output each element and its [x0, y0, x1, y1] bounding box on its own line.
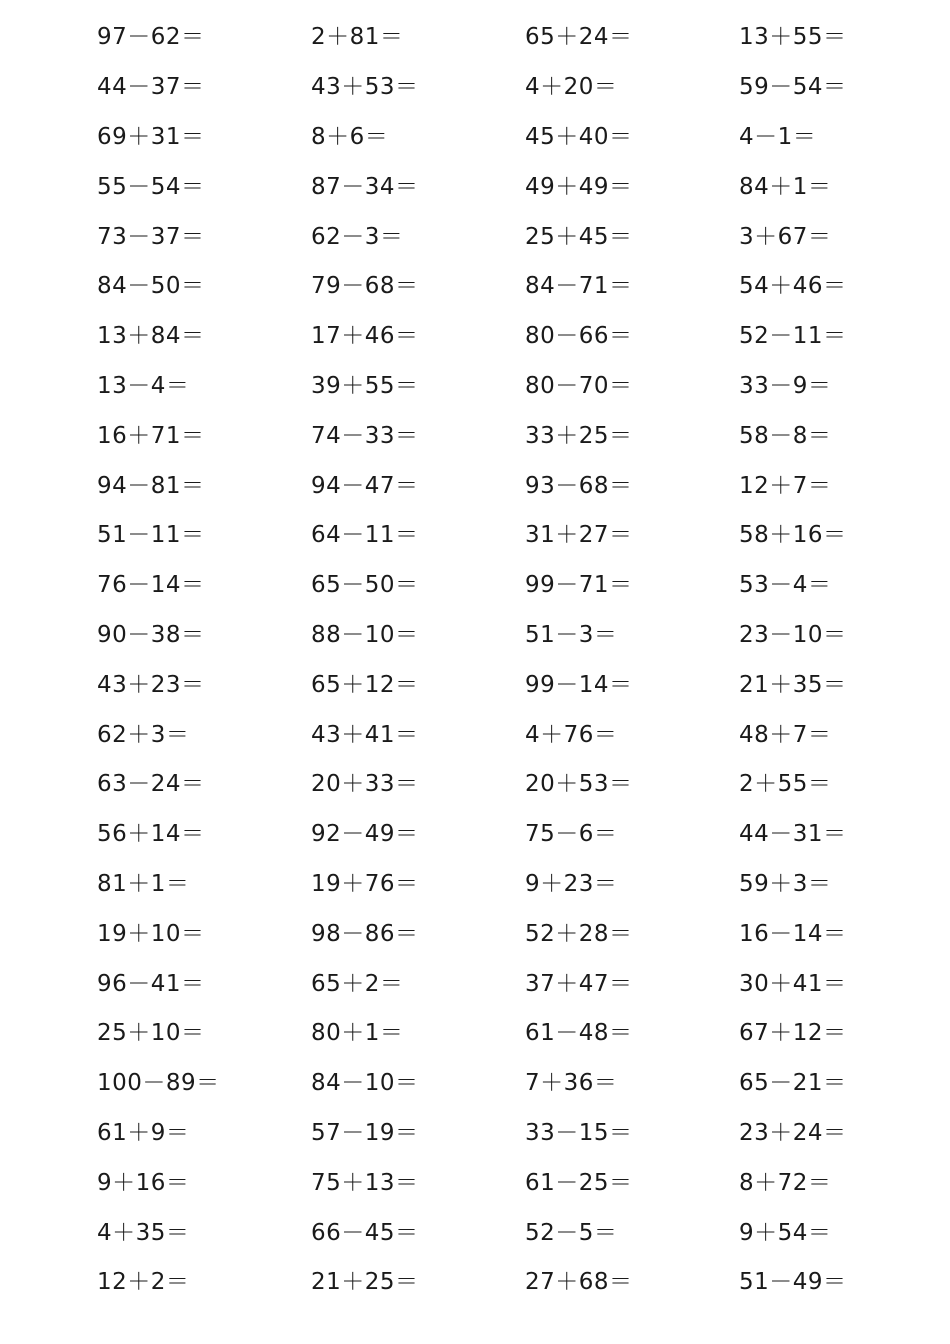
- problem-row: [0, 209, 950, 259]
- problem-row: [0, 608, 950, 658]
- math-problem: 31＋27＝: [525, 522, 633, 549]
- problem-row: [0, 259, 950, 309]
- math-problem: 13－4＝: [97, 372, 190, 399]
- math-problem: 54＋46＝: [739, 273, 847, 300]
- problem-row: [0, 657, 950, 707]
- math-problem: 80－66＝: [525, 323, 633, 350]
- math-problem: 43＋41＝: [311, 721, 419, 748]
- math-problem: 61－48＝: [525, 1020, 633, 1047]
- problem-row: [0, 707, 950, 757]
- math-problem: 33－15＝: [525, 1119, 633, 1146]
- math-problem: 12＋2＝: [97, 1269, 190, 1296]
- math-problem: 21＋25＝: [311, 1269, 419, 1296]
- math-problem: 93－68＝: [525, 472, 633, 499]
- math-problem: 90－38＝: [97, 621, 205, 648]
- math-problem: 58－8＝: [739, 422, 832, 449]
- math-problem: 84－50＝: [97, 273, 205, 300]
- math-problem: 7＋36＝: [525, 1070, 618, 1097]
- problem-row: [0, 110, 950, 160]
- math-problem: 65＋12＝: [311, 671, 419, 698]
- math-problem: 52－11＝: [739, 323, 847, 350]
- math-problem: 44－37＝: [97, 74, 205, 101]
- math-problem: 65＋2＝: [311, 970, 404, 997]
- math-problem: 59＋3＝: [739, 870, 832, 897]
- math-problem: 75＋13＝: [311, 1169, 419, 1196]
- math-problem: 43＋53＝: [311, 74, 419, 101]
- math-problem: 49＋49＝: [525, 173, 633, 200]
- math-problem: 51－3＝: [525, 621, 618, 648]
- math-problem: 8＋6＝: [311, 123, 389, 150]
- math-problem: 99－14＝: [525, 671, 633, 698]
- math-problem: 55－54＝: [97, 173, 205, 200]
- math-problem: 66－45＝: [311, 1219, 419, 1246]
- math-problem: 61－25＝: [525, 1169, 633, 1196]
- arithmetic-worksheet: [0, 10, 950, 1305]
- math-problem: 27＋68＝: [525, 1269, 633, 1296]
- math-problem: 33＋25＝: [525, 422, 633, 449]
- problem-row: [0, 1255, 950, 1305]
- math-problem: 16－14＝: [739, 920, 847, 947]
- math-problem: 97－62＝: [97, 24, 205, 51]
- math-problem: 37＋47＝: [525, 970, 633, 997]
- math-problem: 23－10＝: [739, 621, 847, 648]
- math-problem: 98－86＝: [311, 920, 419, 947]
- math-problem: 9＋16＝: [97, 1169, 190, 1196]
- math-problem: 64－11＝: [311, 522, 419, 549]
- problem-row: [0, 1205, 950, 1255]
- problem-row: [0, 1155, 950, 1205]
- math-problem: 23＋24＝: [739, 1119, 847, 1146]
- math-problem: 99－71＝: [525, 572, 633, 599]
- math-problem: 65－50＝: [311, 572, 419, 599]
- math-problem: 94－81＝: [97, 472, 205, 499]
- math-problem: 65＋24＝: [525, 24, 633, 51]
- math-problem: 9＋54＝: [739, 1219, 832, 1246]
- math-problem: 17＋46＝: [311, 323, 419, 350]
- math-problem: 81＋1＝: [97, 870, 190, 897]
- math-problem: 16＋71＝: [97, 422, 205, 449]
- math-problem: 13＋55＝: [739, 24, 847, 51]
- math-problem: 75－6＝: [525, 821, 618, 848]
- math-problem: 84－71＝: [525, 273, 633, 300]
- problem-row: [0, 309, 950, 359]
- math-problem: 4－1＝: [739, 123, 817, 150]
- math-problem: 44－31＝: [739, 821, 847, 848]
- math-problem: 84＋1＝: [739, 173, 832, 200]
- math-problem: 63－24＝: [97, 771, 205, 798]
- problem-row: [0, 159, 950, 209]
- math-problem: 100－89＝: [97, 1070, 220, 1097]
- math-problem: 53－4＝: [739, 572, 832, 599]
- math-problem: 4＋20＝: [525, 74, 618, 101]
- math-problem: 74－33＝: [311, 422, 419, 449]
- math-problem: 20＋33＝: [311, 771, 419, 798]
- math-problem: 87－34＝: [311, 173, 419, 200]
- problem-row: [0, 1006, 950, 1056]
- math-problem: 62－3＝: [311, 223, 404, 250]
- math-problem: 9＋23＝: [525, 870, 618, 897]
- problem-row: [0, 558, 950, 608]
- math-problem: 80＋1＝: [311, 1020, 404, 1047]
- math-problem: 19＋76＝: [311, 870, 419, 897]
- math-problem: 51－11＝: [97, 522, 205, 549]
- math-problem: 25＋10＝: [97, 1020, 205, 1047]
- math-problem: 79－68＝: [311, 273, 419, 300]
- math-problem: 88－10＝: [311, 621, 419, 648]
- problem-row: [0, 60, 950, 110]
- problem-row: [0, 956, 950, 1006]
- math-problem: 13＋84＝: [97, 323, 205, 350]
- math-problem: 69＋31＝: [97, 123, 205, 150]
- problem-row: [0, 757, 950, 807]
- math-problem: 12＋7＝: [739, 472, 832, 499]
- math-problem: 58＋16＝: [739, 522, 847, 549]
- problem-row: [0, 359, 950, 409]
- math-problem: 8＋72＝: [739, 1169, 832, 1196]
- problem-row: [0, 508, 950, 558]
- problem-row: [0, 857, 950, 907]
- math-problem: 4＋35＝: [97, 1219, 190, 1246]
- problem-row: [0, 458, 950, 508]
- math-problem: 92－49＝: [311, 821, 419, 848]
- problem-row: [0, 408, 950, 458]
- problem-row: [0, 906, 950, 956]
- math-problem: 52－5＝: [525, 1219, 618, 1246]
- math-problem: 76－14＝: [97, 572, 205, 599]
- math-problem: 94－47＝: [311, 472, 419, 499]
- math-problem: 73－37＝: [97, 223, 205, 250]
- math-problem: 4＋76＝: [525, 721, 618, 748]
- math-problem: 33－9＝: [739, 372, 832, 399]
- problem-row: [0, 1056, 950, 1106]
- problem-row: [0, 807, 950, 857]
- math-problem: 43＋23＝: [97, 671, 205, 698]
- math-problem: 51－49＝: [739, 1269, 847, 1296]
- problem-row: [0, 1106, 950, 1156]
- math-problem: 45＋40＝: [525, 123, 633, 150]
- math-problem: 96－41＝: [97, 970, 205, 997]
- math-problem: 59－54＝: [739, 74, 847, 101]
- problem-row: [0, 10, 950, 60]
- math-problem: 25＋45＝: [525, 223, 633, 250]
- math-problem: 20＋53＝: [525, 771, 633, 798]
- math-problem: 39＋55＝: [311, 372, 419, 399]
- math-problem: 52＋28＝: [525, 920, 633, 947]
- math-problem: 3＋67＝: [739, 223, 832, 250]
- math-problem: 80－70＝: [525, 372, 633, 399]
- math-problem: 65－21＝: [739, 1070, 847, 1097]
- math-problem: 57－19＝: [311, 1119, 419, 1146]
- math-problem: 19＋10＝: [97, 920, 205, 947]
- math-problem: 56＋14＝: [97, 821, 205, 848]
- math-problem: 2＋55＝: [739, 771, 832, 798]
- math-problem: 2＋81＝: [311, 24, 404, 51]
- math-problem: 48＋7＝: [739, 721, 832, 748]
- math-problem: 61＋9＝: [97, 1119, 190, 1146]
- math-problem: 30＋41＝: [739, 970, 847, 997]
- math-problem: 62＋3＝: [97, 721, 190, 748]
- math-problem: 21＋35＝: [739, 671, 847, 698]
- math-problem: 67＋12＝: [739, 1020, 847, 1047]
- math-problem: 84－10＝: [311, 1070, 419, 1097]
